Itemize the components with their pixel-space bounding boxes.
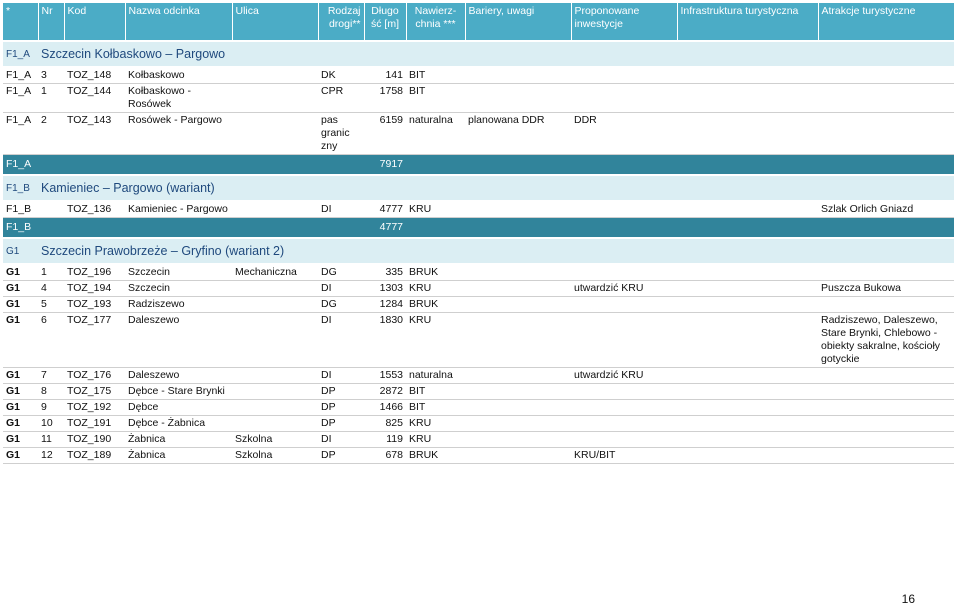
row-bariery: [465, 84, 571, 113]
header-atrakcje: Atrakcje turystyczne: [818, 3, 954, 41]
table-body: [3, 41, 954, 464]
row-kod: TOZ_194: [64, 281, 125, 297]
row-ulica: [232, 67, 318, 84]
section-title: Szczecin Kołbaskowo – Pargowo: [38, 41, 954, 67]
row-kod: TOZ_193: [64, 297, 125, 313]
row-infrastruktura: [677, 201, 818, 218]
row-ulica: [232, 201, 318, 218]
total-filler: [406, 218, 954, 239]
section-code: F1_A: [3, 41, 38, 67]
row-nr: 7: [38, 368, 64, 384]
row-rodzaj: DP: [318, 448, 364, 464]
row-rodzaj: DG: [318, 264, 364, 281]
table-row: [3, 67, 954, 84]
row-bariery: [465, 313, 571, 368]
table-row: [3, 84, 954, 113]
row-nazwa: Dębce - Stare Brynki: [125, 384, 232, 400]
row-nawierzchnia: BIT: [406, 400, 465, 416]
row-infrastruktura: [677, 297, 818, 313]
header-nawierzchnia: Nawierz- chnia ***: [406, 3, 465, 41]
row-nr: 1: [38, 84, 64, 113]
table-row: [3, 432, 954, 448]
row-infrastruktura: [677, 432, 818, 448]
section-title: Szczecin Prawobrzeże – Gryfino (wariant 2): [38, 238, 954, 264]
header-infrastruktura: Infrastruktura turystyczna: [677, 3, 818, 41]
row-nr: 1: [38, 264, 64, 281]
table-row: [3, 384, 954, 400]
row-proponowane: [571, 84, 677, 113]
row-rodzaj: DI: [318, 368, 364, 384]
row-atrakcje: [818, 67, 954, 84]
row-dlugosc: 1553: [364, 368, 406, 384]
row-dlugosc: 119: [364, 432, 406, 448]
row-nawierzchnia: BIT: [406, 67, 465, 84]
row-atrakcje: [818, 416, 954, 432]
row-nawierzchnia: BIT: [406, 84, 465, 113]
row-rodzaj: DP: [318, 400, 364, 416]
row-kod: TOZ_189: [64, 448, 125, 464]
row-bariery: [465, 384, 571, 400]
row-kod: TOZ_175: [64, 384, 125, 400]
row-bariery: [465, 448, 571, 464]
row-dlugosc: 1758: [364, 84, 406, 113]
row-nr: 6: [38, 313, 64, 368]
row-bariery: planowana DDR: [465, 113, 571, 155]
row-ulica: Szkolna: [232, 448, 318, 464]
row-proponowane: DDR: [571, 113, 677, 155]
total-code: F1_A: [3, 155, 38, 176]
row-nazwa: Kołbaskowo - Rosówek: [125, 84, 232, 113]
header-bariery: Bariery, uwagi: [465, 3, 571, 41]
row-nazwa: Daleszewo: [125, 313, 232, 368]
header-star: *: [3, 3, 38, 41]
row-infrastruktura: [677, 67, 818, 84]
row-nr: 9: [38, 400, 64, 416]
row-ulica: [232, 113, 318, 155]
row-proponowane: [571, 432, 677, 448]
row-nr: 3: [38, 67, 64, 84]
row-proponowane: [571, 400, 677, 416]
row-nr: [38, 201, 64, 218]
row-dlugosc: 1284: [364, 297, 406, 313]
row-infrastruktura: [677, 448, 818, 464]
row-nazwa: Szczecin: [125, 264, 232, 281]
total-spacer: [38, 155, 364, 176]
row-nr: 10: [38, 416, 64, 432]
section-total-row: [3, 218, 954, 239]
road-sections-table: [3, 3, 955, 464]
row-infrastruktura: [677, 281, 818, 297]
header-kod: Kod: [64, 3, 125, 41]
row-nawierzchnia: naturalna: [406, 368, 465, 384]
section-header: [3, 175, 954, 201]
row-code: G1: [3, 281, 38, 297]
total-spacer: [38, 218, 364, 239]
row-bariery: [465, 368, 571, 384]
row-ulica: [232, 416, 318, 432]
row-rodzaj: DP: [318, 384, 364, 400]
row-dlugosc: 678: [364, 448, 406, 464]
row-code: G1: [3, 416, 38, 432]
header-ulica: Ulica: [232, 3, 318, 41]
row-ulica: [232, 368, 318, 384]
row-rodzaj: DI: [318, 201, 364, 218]
row-bariery: [465, 67, 571, 84]
table-row: [3, 281, 954, 297]
row-nawierzchnia: KRU: [406, 416, 465, 432]
total-filler: [406, 155, 954, 176]
row-nazwa: Rosówek - Pargowo: [125, 113, 232, 155]
row-infrastruktura: [677, 84, 818, 113]
section-code: F1_B: [3, 175, 38, 201]
table-row: [3, 297, 954, 313]
row-atrakcje: [818, 84, 954, 113]
row-nazwa: Dębce: [125, 400, 232, 416]
table-row: [3, 313, 954, 368]
row-code: G1: [3, 384, 38, 400]
row-ulica: [232, 400, 318, 416]
row-nazwa: Radziszewo: [125, 297, 232, 313]
row-kod: TOZ_196: [64, 264, 125, 281]
row-kod: TOZ_136: [64, 201, 125, 218]
row-nazwa: Kołbaskowo: [125, 67, 232, 84]
row-nazwa: Kamieniec - Pargowo: [125, 201, 232, 218]
row-ulica: [232, 313, 318, 368]
row-atrakcje: [818, 113, 954, 155]
row-kod: TOZ_143: [64, 113, 125, 155]
table-header: [3, 3, 954, 41]
row-bariery: [465, 416, 571, 432]
row-dlugosc: 4777: [364, 201, 406, 218]
row-nawierzchnia: KRU: [406, 313, 465, 368]
row-infrastruktura: [677, 400, 818, 416]
table-row: [3, 368, 954, 384]
row-bariery: [465, 281, 571, 297]
row-bariery: [465, 432, 571, 448]
row-rodzaj: DI: [318, 281, 364, 297]
row-dlugosc: 141: [364, 67, 406, 84]
row-rodzaj: DP: [318, 416, 364, 432]
page-number: 16: [901, 592, 915, 606]
row-code: G1: [3, 448, 38, 464]
row-code: G1: [3, 297, 38, 313]
row-nazwa: Żabnica: [125, 432, 232, 448]
row-proponowane: [571, 384, 677, 400]
row-kod: TOZ_191: [64, 416, 125, 432]
row-infrastruktura: [677, 368, 818, 384]
row-nawierzchnia: KRU: [406, 201, 465, 218]
row-ulica: Szkolna: [232, 432, 318, 448]
header-rodzaj: Rodzaj drogi**: [318, 3, 364, 41]
row-proponowane: [571, 416, 677, 432]
row-ulica: [232, 84, 318, 113]
row-proponowane: utwardzić KRU: [571, 368, 677, 384]
row-proponowane: KRU/BIT: [571, 448, 677, 464]
row-nr: 8: [38, 384, 64, 400]
row-nawierzchnia: naturalna: [406, 113, 465, 155]
row-kod: TOZ_177: [64, 313, 125, 368]
row-dlugosc: 1830: [364, 313, 406, 368]
section-header: [3, 41, 954, 67]
table-row: [3, 113, 954, 155]
table-row: [3, 264, 954, 281]
row-kod: TOZ_192: [64, 400, 125, 416]
row-ulica: [232, 384, 318, 400]
row-nazwa: Szczecin: [125, 281, 232, 297]
row-kod: TOZ_190: [64, 432, 125, 448]
row-nawierzchnia: KRU: [406, 281, 465, 297]
row-kod: TOZ_144: [64, 84, 125, 113]
row-infrastruktura: [677, 384, 818, 400]
row-code: G1: [3, 368, 38, 384]
row-atrakcje: Puszcza Bukowa: [818, 281, 954, 297]
table-row: [3, 416, 954, 432]
row-ulica: [232, 297, 318, 313]
table-row: [3, 448, 954, 464]
row-nr: 2: [38, 113, 64, 155]
row-nawierzchnia: BRUK: [406, 297, 465, 313]
row-nawierzchnia: BIT: [406, 384, 465, 400]
section-code: G1: [3, 238, 38, 264]
row-nawierzchnia: BRUK: [406, 264, 465, 281]
total-length: 7917: [364, 155, 406, 176]
row-atrakcje: [818, 384, 954, 400]
row-dlugosc: 1466: [364, 400, 406, 416]
row-atrakcje: [818, 448, 954, 464]
row-ulica: [232, 281, 318, 297]
row-nr: 4: [38, 281, 64, 297]
row-bariery: [465, 201, 571, 218]
row-dlugosc: 6159: [364, 113, 406, 155]
row-dlugosc: 2872: [364, 384, 406, 400]
row-infrastruktura: [677, 313, 818, 368]
row-atrakcje: Radziszewo, Daleszewo, Stare Brynki, Chlebowo - obiekty sakralne, kościoły gotyckie: [818, 313, 954, 368]
row-nr: 5: [38, 297, 64, 313]
row-kod: TOZ_148: [64, 67, 125, 84]
section-total-row: [3, 155, 954, 176]
row-code: G1: [3, 264, 38, 281]
row-rodzaj: DI: [318, 432, 364, 448]
row-dlugosc: 825: [364, 416, 406, 432]
row-nazwa: Żabnica: [125, 448, 232, 464]
row-bariery: [465, 264, 571, 281]
row-rodzaj: DG: [318, 297, 364, 313]
table-row: [3, 400, 954, 416]
row-nawierzchnia: BRUK: [406, 448, 465, 464]
row-infrastruktura: [677, 264, 818, 281]
row-rodzaj: CPR: [318, 84, 364, 113]
row-code: F1_A: [3, 113, 38, 155]
row-dlugosc: 335: [364, 264, 406, 281]
row-kod: TOZ_176: [64, 368, 125, 384]
total-code: F1_B: [3, 218, 38, 239]
row-bariery: [465, 400, 571, 416]
row-rodzaj: DK: [318, 67, 364, 84]
row-dlugosc: 1303: [364, 281, 406, 297]
section-header: [3, 238, 954, 264]
row-proponowane: [571, 313, 677, 368]
table-row: [3, 201, 954, 218]
header-nazwa: Nazwa odcinka: [125, 3, 232, 41]
row-nazwa: Daleszewo: [125, 368, 232, 384]
row-rodzaj: pas granic zny: [318, 113, 364, 155]
header-dlugosc: Długo ść [m]: [364, 3, 406, 41]
header-nr: Nr: [38, 3, 64, 41]
row-atrakcje: [818, 264, 954, 281]
row-atrakcje: [818, 297, 954, 313]
row-atrakcje: [818, 432, 954, 448]
row-atrakcje: Szlak Orlich Gniazd: [818, 201, 954, 218]
row-atrakcje: [818, 400, 954, 416]
row-nr: 11: [38, 432, 64, 448]
row-code: G1: [3, 432, 38, 448]
row-atrakcje: [818, 368, 954, 384]
row-code: F1_A: [3, 67, 38, 84]
row-code: G1: [3, 313, 38, 368]
row-proponowane: [571, 67, 677, 84]
row-proponowane: [571, 297, 677, 313]
row-bariery: [465, 297, 571, 313]
row-proponowane: [571, 201, 677, 218]
row-infrastruktura: [677, 113, 818, 155]
row-rodzaj: DI: [318, 313, 364, 368]
section-title: Kamieniec – Pargowo (wariant): [38, 175, 954, 201]
header-proponowane: Proponowane inwestycje: [571, 3, 677, 41]
row-code: G1: [3, 400, 38, 416]
row-code: F1_B: [3, 201, 38, 218]
row-infrastruktura: [677, 416, 818, 432]
row-code: F1_A: [3, 84, 38, 113]
row-proponowane: utwardzić KRU: [571, 281, 677, 297]
row-nr: 12: [38, 448, 64, 464]
row-ulica: Mechaniczna: [232, 264, 318, 281]
row-proponowane: [571, 264, 677, 281]
row-nawierzchnia: KRU: [406, 432, 465, 448]
row-nazwa: Dębce - Żabnica: [125, 416, 232, 432]
total-length: 4777: [364, 218, 406, 239]
